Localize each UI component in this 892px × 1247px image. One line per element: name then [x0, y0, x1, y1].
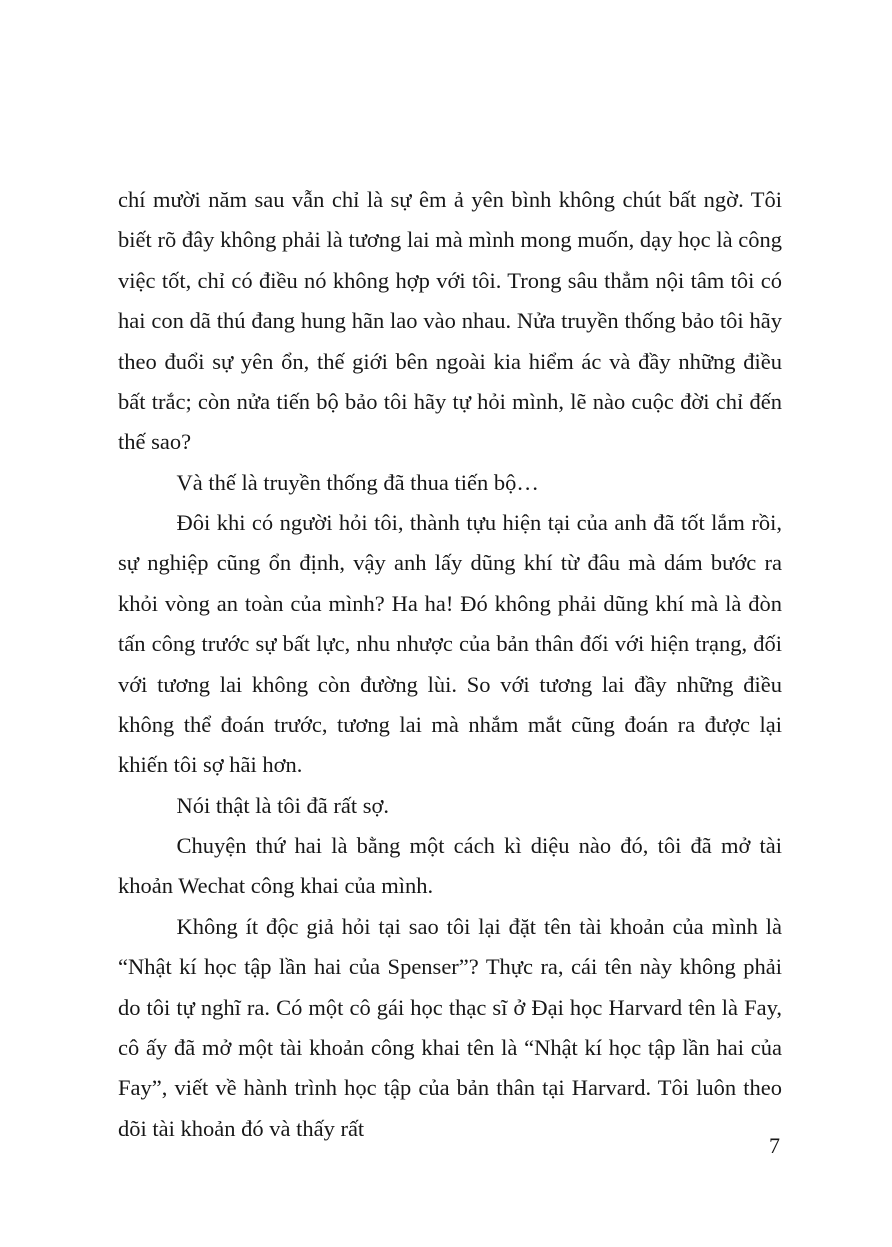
paragraph-6: Không ít độc giả hỏi tại sao tôi lại đặt tên tài khoản của mình là “Nhật kí học tập lần hai của Spenser”? Thực ra, cái tên này không phải do tôi tự nghĩ ra. Có một cô gái học thạc sĩ ở Đại học Harvard tên là Fay, cô ấy đã mở một tài khoản công khai tên là “Nhật kí học tập lần hai của Fay”, viết về hành trình học tập của bản thân tại Harvard. Tôi luôn theo dõi tài khoản đó và thấy rất — [118, 913, 782, 1141]
paragraph-1: chí mười năm sau vẫn chỉ là sự êm ả yên bình không chút bất ngờ. Tôi biết rõ đây không phải là tương lai mà mình mong muốn, dạy học là công việc tốt, chỉ có điều nó không hợp với tôi. Trong sâu thẳm nội tâm tôi có hai con dã thú đang hung hãn lao vào nhau. Nửa truyền thống bảo tôi hãy theo đuổi sự yên ổn, thế giới bên ngoài kia hiểm ác và đầy những điều bất trắc; còn nửa tiến bộ bảo tôi hãy tự hỏi mình, lẽ nào cuộc đời chỉ đến thế sao? — [118, 187, 782, 455]
paragraph-3: Đôi khi có người hỏi tôi, thành tựu hiện tại của anh đã tốt lắm rồi, sự nghiệp cũng ổn định, vậy anh lấy dũng khí từ đâu mà dám bước ra khỏi vòng an toàn của mình? Ha ha! Đó không phải dũng khí mà là đòn tấn công trước sự bất lực, nhu nhược của bản thân đối với hiện trạng, đối với tương lai không còn đường lùi. So với tương lai đầy những điều không thể đoán trước, tương lai mà nhắm mắt cũng đoán ra được lại khiến tôi sợ hãi hơn. — [118, 510, 782, 778]
page-body — [118, 180, 782, 1149]
paragraph-2: Và thế là truyền thống đã thua tiến bộ… — [176, 469, 539, 495]
page-number: 7 — [769, 1133, 780, 1158]
paragraph-4: Nói thật là tôi đã rất sợ. — [176, 792, 389, 818]
paragraph-5: Chuyện thứ hai là bằng một cách kì diệu nào đó, tôi đã mở tài khoản Wechat công khai của mình. — [118, 833, 782, 899]
